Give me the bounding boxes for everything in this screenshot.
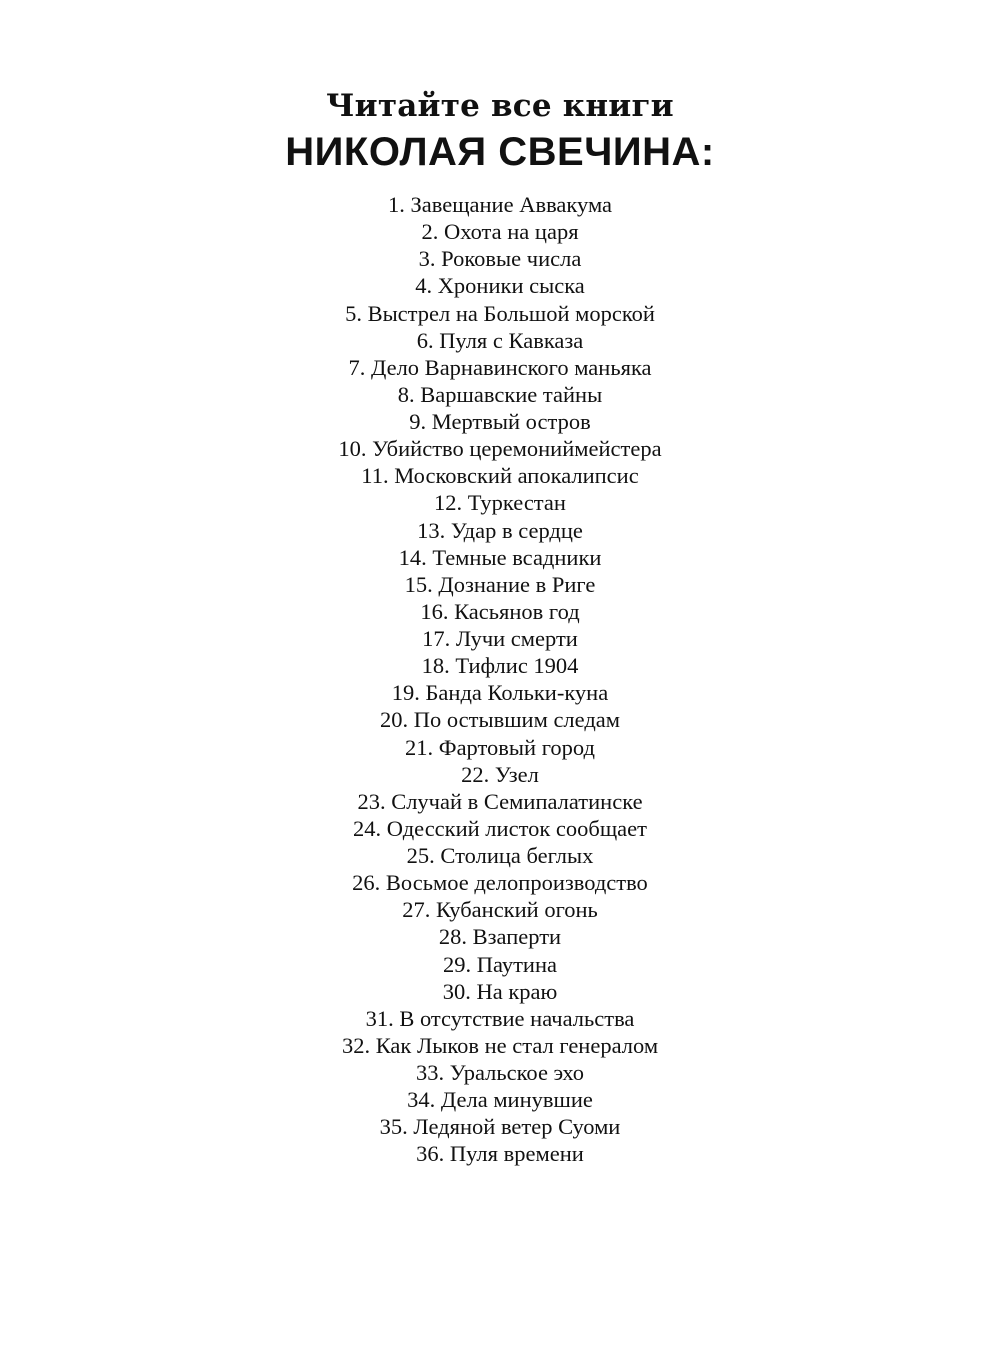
book-title: По остывшим следам [413,707,621,733]
book-list-item [0,815,1000,842]
book-title: Дознание в Риге [438,571,596,597]
book-number: 31. [365,1005,394,1031]
book-number: 1. [387,192,405,217]
book-list-item [0,489,1000,516]
book-list-item [0,923,1000,950]
book-title: На краю [476,978,558,1004]
book-number: 22. [461,761,490,787]
book-list-item [0,978,1000,1005]
book-number: 5. [345,300,362,326]
book-number: 34. [407,1087,436,1113]
book-title: Случай в Семипалатинске [391,788,643,814]
book-number: 9. [409,409,427,434]
book-number: 2. [421,219,439,245]
book-title: Туркестан [467,490,566,516]
book-list-item [0,679,1000,706]
author-name: НИКОЛАЯ СВЕЧИНА: [285,130,715,174]
book-number: 16. [420,598,449,624]
book-number: 30. [442,978,471,1004]
book-number: 26. [352,870,381,896]
book-list-item [0,1059,1000,1086]
book-title: Одесский листок сообщает [386,815,647,841]
book-title: Пуля с Кавказа [439,327,584,353]
book-list-item [0,327,1000,354]
book-number: 4. [415,273,433,299]
book-number: 24. [353,815,382,841]
book-number: 18. [421,653,450,679]
page-title: Читайте все книги [326,88,674,124]
book-list-item [0,408,1000,435]
book-title: Уральское эхо [449,1060,584,1085]
book-title: Касьянов год [454,598,580,624]
book-title: Узел [494,761,539,787]
book-list-item [0,218,1000,245]
book-number: 32. [341,1032,371,1058]
book-list-item [0,1032,1000,1059]
book-number: 36. [416,1141,445,1167]
book-number: 14. [398,544,427,570]
book-list-item [0,842,1000,869]
book-list-item [0,869,1000,896]
book-title: Пуля времени [449,1141,584,1167]
book-list-item [0,544,1000,571]
book-number: 35. [379,1114,408,1140]
book-list-item [0,896,1000,923]
book-title: Ледяной ветер Суоми [413,1114,621,1140]
book-title: Московский апокалипсис [394,463,639,489]
book-number: 28. [438,924,468,950]
book-number: 17. [422,626,451,651]
book-list-item [0,706,1000,733]
book-title: Как Лыков не стал генералом [375,1032,659,1058]
book-title: Дело Варнавинского маньяка [370,354,652,380]
book-list-item [0,462,1000,489]
book-title: Лучи смерти [455,626,578,651]
book-title: Фартовый город [438,734,595,760]
book-list-item [0,381,1000,408]
book-list-item [0,788,1000,815]
book-number: 3. [418,246,436,272]
book-number: 6. [416,327,434,353]
book-title: Взаперти [472,924,562,950]
book-list-item [0,1086,1000,1113]
book-number: 27. [402,897,431,923]
book-title: Выстрел на Большой морской [367,300,655,326]
book-title: Тифлис 1904 [455,653,579,679]
book-number: 21. [405,734,434,760]
book-number: 20. [379,707,409,733]
book-title: Мертвый остров [431,409,591,434]
book-number: 10. [338,436,367,462]
book-list-item [0,652,1000,679]
book-number: 11. [361,463,389,489]
book-list-item [0,1140,1000,1167]
book-title: Темные всадники [432,544,602,570]
book-title: Удар в сердце [450,517,583,543]
book-number: 23. [357,788,386,814]
book-title: Убийство церемониймейстера [372,436,662,462]
book-list-item [0,1113,1000,1140]
book-title: Охота на царя [443,219,579,245]
book-number: 8. [397,381,415,407]
book-title: Кубанский огонь [435,897,598,923]
book-title: Хроники сыска [437,273,585,299]
book-title: В отсутствие начальства [399,1005,635,1031]
book-list-item [0,191,1000,218]
book-title: Банда Кольки-куна [425,680,609,706]
book-list-item [0,354,1000,381]
book-title: Роковые числа [441,246,582,272]
book-list-item [0,1005,1000,1032]
book-list-item [0,625,1000,652]
book-title: Восьмое делопроизводство [385,870,648,896]
book-list-item [0,761,1000,788]
book-list-item [0,300,1000,327]
book-number: 12. [434,490,463,516]
book-title: Завещание Аввакума [410,192,613,217]
book-list-item [0,598,1000,625]
book-list [0,191,1000,1168]
book-number: 25. [406,843,435,868]
book-title: Дела минувшие [440,1087,593,1113]
book-number: 7. [348,354,366,380]
book-number: 15. [404,571,433,597]
book-number: 33. [416,1060,445,1085]
book-title: Столица беглых [440,843,594,868]
book-title: Варшавские тайны [420,381,603,407]
book-list-item [0,951,1000,978]
book-list-item [0,571,1000,598]
book-list-item [0,734,1000,761]
book-number: 13. [417,517,446,543]
book-title: Паутина [476,951,557,977]
book-list-item [0,245,1000,272]
book-list-item [0,517,1000,544]
book-list-item [0,435,1000,462]
book-number: 19. [391,680,420,706]
book-number: 29. [443,951,472,977]
book-list-item [0,272,1000,299]
